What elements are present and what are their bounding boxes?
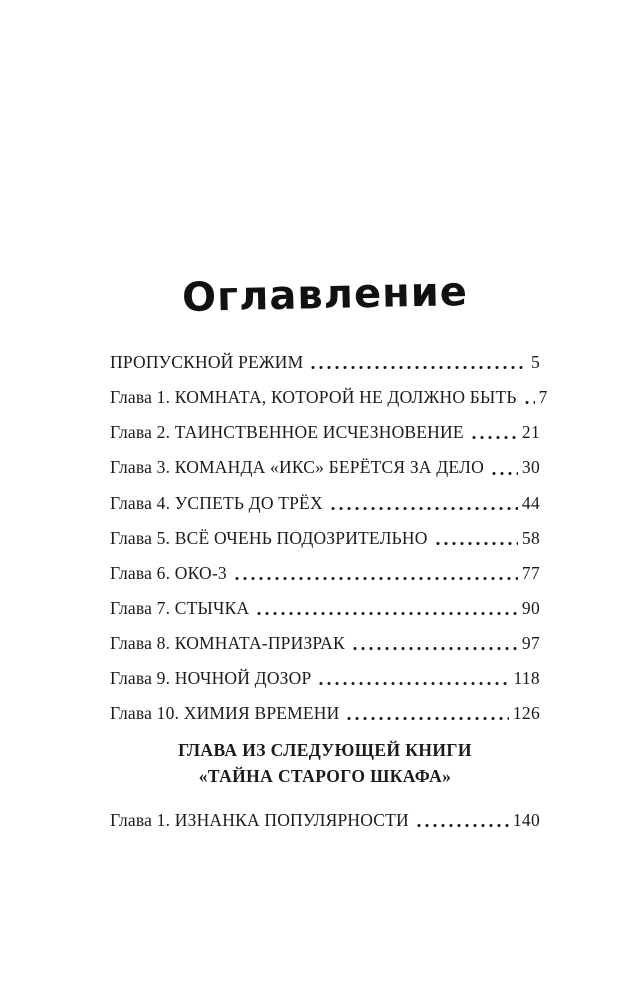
page-number: 77 xyxy=(521,562,540,583)
toc-entry-label: Глава 10. ХИМИЯ ВРЕМЕНИ xyxy=(110,703,340,724)
toc-list xyxy=(110,352,548,831)
toc-entry-label: Глава 3. КОМАНДА «ИКС» БЕРЁТСЯ ЗА ДЕЛО xyxy=(110,457,484,478)
toc-row xyxy=(110,633,540,653)
dot-leader xyxy=(415,810,509,830)
toc-entry-label: Глава 8. КОМНАТА-ПРИЗРАК xyxy=(110,633,345,653)
toc-entry-label: Глава 5. ВСЁ ОЧЕНЬ ПОДОЗРИТЕЛЬНО xyxy=(110,527,428,548)
dot-leader xyxy=(233,563,518,583)
toc-row xyxy=(110,668,540,688)
page-number: 97 xyxy=(521,633,540,653)
page-number: 140 xyxy=(512,810,540,831)
page-number: 126 xyxy=(512,703,540,724)
section-heading-line2: «ТАЙНА СТАРОГО ШКАФА» xyxy=(198,765,452,786)
dot-leader xyxy=(329,493,518,513)
dot-leader xyxy=(255,598,518,618)
toc-row xyxy=(110,528,540,548)
toc-row xyxy=(110,703,540,723)
dot-leader xyxy=(490,457,518,477)
toc-row xyxy=(110,493,540,513)
toc-entry-label: Глава 1. КОМНАТА, КОТОРОЙ НЕ ДОЛЖНО БЫТЬ xyxy=(110,387,517,408)
dot-leader xyxy=(345,703,508,723)
toc-row xyxy=(110,563,540,583)
dot-leader xyxy=(470,422,518,442)
next-book-section-heading xyxy=(110,738,540,789)
page-number: 7 xyxy=(538,387,548,408)
page-number: 118 xyxy=(513,668,540,689)
dot-leader xyxy=(309,352,527,372)
toc-entry-label: Глава 6. ОКО-3 xyxy=(110,562,227,583)
page-number: 44 xyxy=(521,492,540,513)
page-number: 21 xyxy=(521,422,540,443)
toc-row xyxy=(110,422,540,442)
toc-row xyxy=(110,352,540,372)
dot-leader xyxy=(434,528,518,548)
dot-leader xyxy=(317,668,509,688)
toc-row xyxy=(110,387,548,408)
page-number: 30 xyxy=(521,457,540,478)
dot-leader xyxy=(351,633,518,653)
toc-row xyxy=(110,457,540,477)
toc-entry-label: ПРОПУСКНОЙ РЕЖИМ xyxy=(110,352,304,372)
toc-title: Оглавление xyxy=(181,269,469,321)
page-number: 5 xyxy=(530,352,540,372)
dot-leader xyxy=(523,387,535,407)
toc-row xyxy=(110,810,540,830)
toc-entry-label: Глава 9. НОЧНОЙ ДОЗОР xyxy=(110,668,312,689)
toc-entry-label: Глава 4. УСПЕТЬ ДО ТРЁХ xyxy=(110,492,323,513)
toc-entry-label: Глава 1. ИЗНАНКА ПОПУЛЯРНОСТИ xyxy=(110,810,409,831)
toc-entry-label: Глава 2. ТАИНСТВЕННОЕ ИСЧЕЗНОВЕНИЕ xyxy=(110,422,464,443)
toc-content xyxy=(110,0,548,845)
section-heading-line1: ГЛАВА ИЗ СЛЕДУЮЩЕЙ КНИГИ xyxy=(178,740,472,761)
page-number: 90 xyxy=(521,597,540,618)
page-number: 58 xyxy=(521,527,540,548)
toc-row xyxy=(110,598,540,618)
toc-entry-label: Глава 7. СТЫЧКА xyxy=(110,597,250,618)
